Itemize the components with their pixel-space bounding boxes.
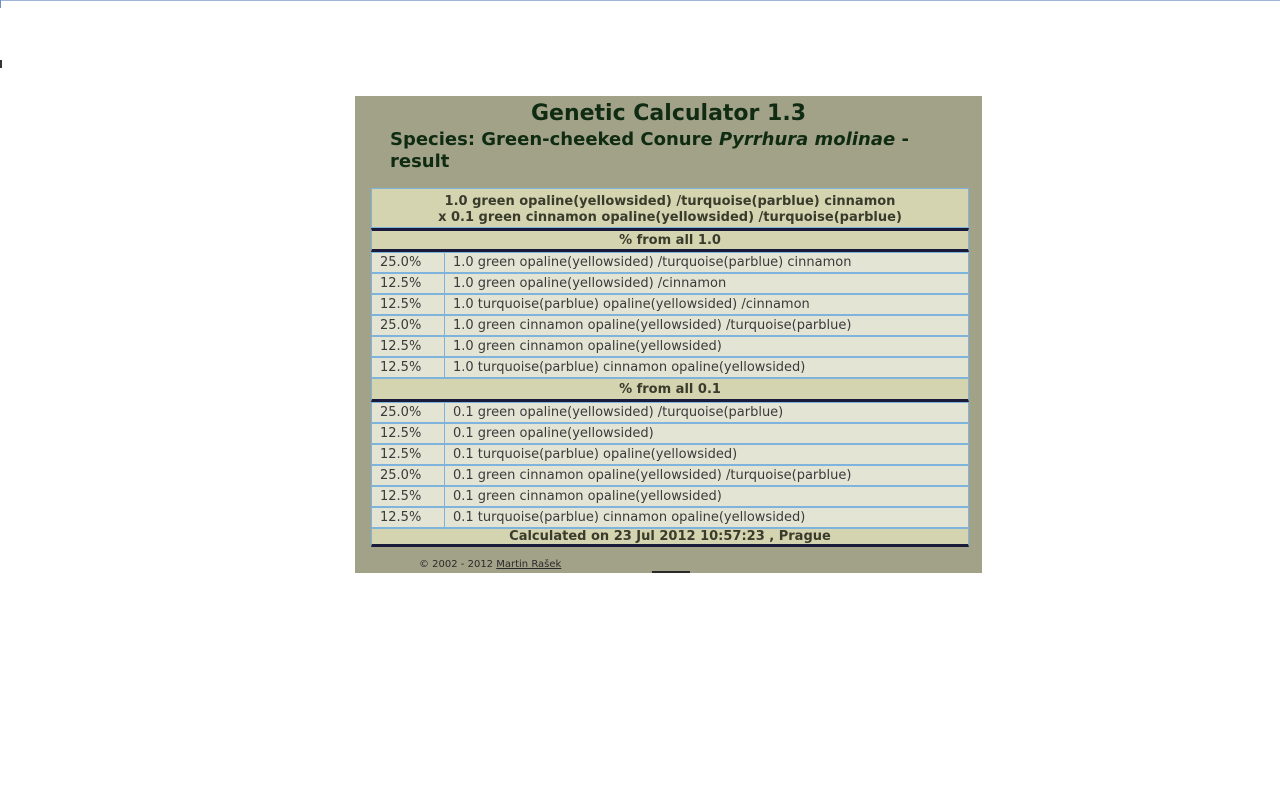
genotype-cell: 0.1 green cinnamon opaline(yellowsided)	[453, 489, 722, 504]
result-table	[371, 188, 969, 547]
male-offspring-rows	[371, 252, 969, 378]
percentage-cell: 25.0%	[372, 316, 445, 335]
window-edge-mark	[0, 0, 1, 8]
table-row	[371, 357, 969, 378]
percentage-cell: 12.5%	[372, 295, 445, 314]
genotype-cell: 1.0 turquoise(parblue) opaline(yellowsided) /cinnamon	[453, 297, 810, 312]
table-row	[371, 486, 969, 507]
table-row	[371, 273, 969, 294]
table-row	[371, 336, 969, 357]
species-result-label: result	[390, 151, 450, 172]
section-header-female	[371, 378, 969, 402]
section-header-label: % from all 1.0	[619, 232, 721, 248]
percentage-cell: 12.5%	[372, 487, 445, 506]
genotype-cell: 1.0 turquoise(parblue) cinnamon opaline(yellowsided)	[453, 360, 806, 375]
calculator-result-panel	[355, 96, 982, 573]
copyright-text: © 2002 - 2012	[419, 559, 497, 570]
window-edge-mark	[0, 60, 2, 68]
calculated-timestamp: Calculated on 23 Jul 2012 10:57:23 , Prague	[509, 529, 831, 544]
percentage-cell: 12.5%	[372, 445, 445, 464]
copyright-notice	[419, 559, 561, 570]
percentage-cell: 12.5%	[372, 274, 445, 293]
parent-male: 1.0 green opaline(yellowsided) /turquoise(parblue) cinnamon	[444, 193, 896, 209]
table-row	[371, 315, 969, 336]
table-row	[371, 252, 969, 273]
genotype-cell: 0.1 turquoise(parblue) cinnamon opaline(yellowsided)	[453, 510, 806, 525]
author-link[interactable]: Martin Rašek	[496, 559, 562, 570]
species-latin-name: Pyrrhura molinae	[718, 129, 896, 150]
parent-female: x 0.1 green cinnamon opaline(yellowsided) /turquoise(parblue)	[438, 209, 902, 225]
percentage-cell: 25.0%	[372, 403, 445, 422]
table-row	[371, 423, 969, 444]
percentage-cell: 12.5%	[372, 358, 445, 377]
species-label: Species: Green-cheeked Conure	[390, 129, 719, 150]
page-title: Genetic Calculator 1.3	[530, 101, 807, 126]
percentage-cell: 25.0%	[372, 466, 445, 485]
percentage-cell: 12.5%	[372, 424, 445, 443]
table-row	[371, 465, 969, 486]
table-row	[371, 402, 969, 423]
section-header-male	[371, 228, 969, 252]
percentage-cell: 12.5%	[372, 508, 445, 527]
species-dash: -	[895, 129, 909, 150]
percentage-cell: 25.0%	[372, 253, 445, 272]
female-offspring-rows	[371, 402, 969, 528]
genotype-cell: 0.1 green cinnamon opaline(yellowsided) /turquoise(parblue)	[453, 468, 852, 483]
parents-header	[371, 188, 969, 228]
genotype-cell: 0.1 green opaline(yellowsided)	[453, 426, 654, 441]
table-row	[371, 294, 969, 315]
genotype-cell: 0.1 turquoise(parblue) opaline(yellowsided)	[453, 447, 738, 462]
footer-divider	[652, 571, 690, 573]
browser-top-border	[0, 0, 1280, 1]
table-row	[371, 507, 969, 528]
percentage-cell: 12.5%	[372, 337, 445, 356]
genotype-cell: 1.0 green opaline(yellowsided) /cinnamon	[453, 276, 727, 291]
table-row	[371, 444, 969, 465]
genotype-cell: 1.0 green cinnamon opaline(yellowsided) /turquoise(parblue)	[453, 318, 852, 333]
section-header-label: % from all 0.1	[619, 381, 721, 397]
genotype-cell: 1.0 green opaline(yellowsided) /turquoise(parblue) cinnamon	[453, 255, 852, 270]
genotype-cell: 0.1 green opaline(yellowsided) /turquoise(parblue)	[453, 405, 784, 420]
species-heading	[390, 129, 950, 173]
calculated-footer	[371, 528, 969, 547]
genotype-cell: 1.0 green cinnamon opaline(yellowsided)	[453, 339, 722, 354]
